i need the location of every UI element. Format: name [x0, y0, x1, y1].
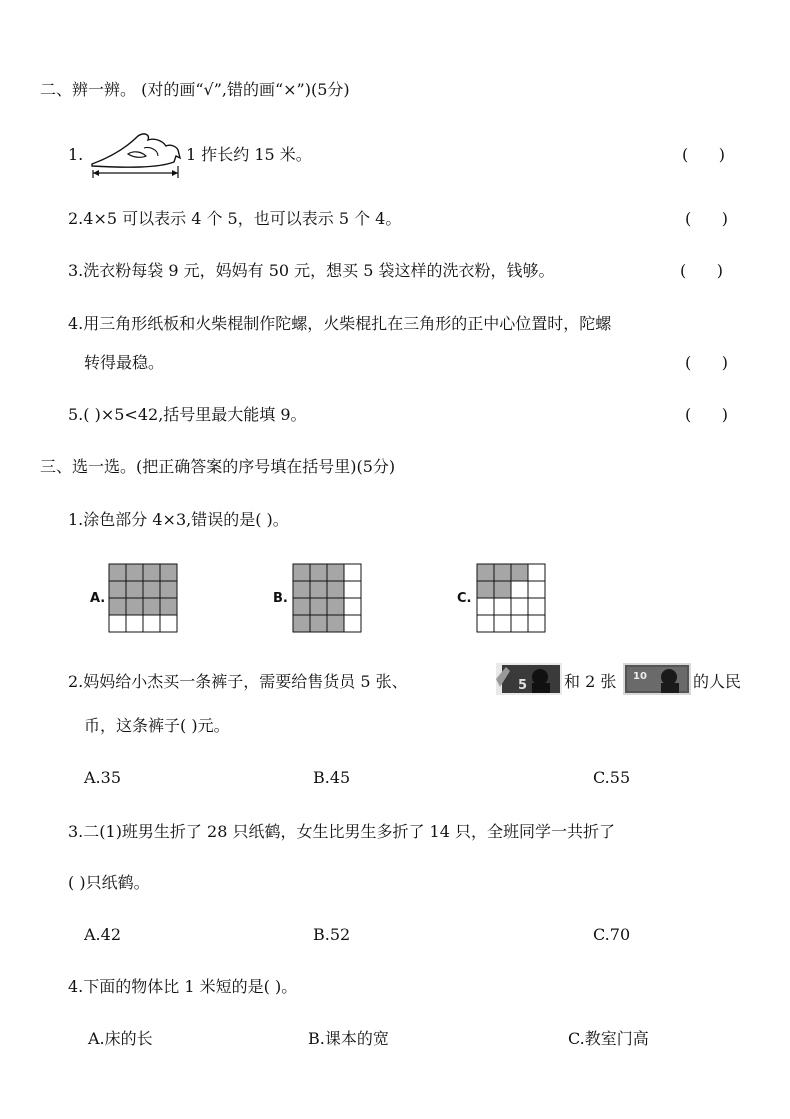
q3-text: 3.二(1)班男生折了 28 只纸鹤，女生比男生多折了 14 只，全班同学一共折了 [68, 822, 615, 841]
q2-option-c[interactable]: C.55 [593, 768, 631, 787]
item-3-answer-blank[interactable]: ( ) [680, 261, 723, 280]
grid-svg [108, 563, 178, 633]
q1-option-a-label[interactable]: A. [90, 591, 106, 606]
q2-option-b[interactable]: B.45 [313, 768, 351, 787]
q3-text-line2: ( )只纸鹤。 [68, 873, 150, 892]
blank-cell [160, 615, 177, 632]
shaded-cell [477, 564, 494, 581]
section-2-title: 二、辨一辨。 (对的画“√”,错的画“×”)(5分) [40, 80, 350, 99]
shaded-cell [293, 564, 310, 581]
shaded-cell [109, 598, 126, 615]
blank-cell [477, 598, 494, 615]
section-3-title: 三、选一选。(把正确答案的序号填在括号里)(5分) [40, 457, 396, 476]
q4-option-b[interactable]: B.课本的宽 [308, 1029, 389, 1048]
blank-cell [126, 615, 143, 632]
shaded-cell [143, 581, 160, 598]
shaded-cell [511, 564, 528, 581]
blank-cell [511, 615, 528, 632]
blank-cell [511, 581, 528, 598]
shaded-cell [310, 615, 327, 632]
ten-yuan-digit: 10 [633, 671, 647, 682]
q4-option-c[interactable]: C.教室门高 [568, 1029, 649, 1048]
blank-cell [344, 564, 361, 581]
grid-svg [292, 563, 362, 633]
ten-yuan-banknote-image [623, 663, 691, 695]
shaded-cell [327, 615, 344, 632]
blank-cell [344, 615, 361, 632]
five-yuan-digit: 5 [518, 678, 528, 693]
item-5-answer-blank[interactable]: ( ) [685, 405, 728, 424]
item-4-answer-blank[interactable]: ( ) [685, 353, 728, 372]
q2-text-part1: 2.妈妈给小杰买一条裤子，需要给售货员 5 张、 [68, 672, 408, 691]
shaded-cell [293, 598, 310, 615]
blank-cell [344, 598, 361, 615]
item-1-text: 1 拃长约 15 米。 [186, 145, 312, 164]
q3-option-c[interactable]: C.70 [593, 925, 631, 944]
blank-cell [528, 598, 545, 615]
shaded-cell [109, 564, 126, 581]
shaded-cell [109, 581, 126, 598]
q4-option-a[interactable]: A.床的长 [88, 1029, 153, 1048]
shaded-cell [310, 581, 327, 598]
q1-option-b-grid [292, 563, 362, 637]
blank-cell [109, 615, 126, 632]
shaded-cell [160, 564, 177, 581]
blank-cell [344, 581, 361, 598]
q1-option-a-grid [108, 563, 178, 637]
shaded-cell [494, 564, 511, 581]
shaded-cell [327, 564, 344, 581]
shaded-cell [126, 581, 143, 598]
blank-cell [528, 564, 545, 581]
blank-cell [528, 581, 545, 598]
q3-option-b[interactable]: B.52 [313, 925, 351, 944]
blank-cell [477, 615, 494, 632]
q3-option-a[interactable]: A.42 [84, 925, 121, 944]
shaded-cell [293, 615, 310, 632]
q2-option-a[interactable]: A.35 [84, 768, 121, 787]
q4-text: 4.下面的物体比 1 米短的是( )。 [68, 977, 298, 996]
q1-option-b-label[interactable]: B. [273, 591, 288, 606]
shaded-cell [143, 598, 160, 615]
five-yuan-banknote-image [496, 663, 562, 695]
blank-cell [494, 598, 511, 615]
shaded-cell [327, 581, 344, 598]
item-2-text: 2.4×5 可以表示 4 个 5，也可以表示 5 个 4。 [68, 209, 402, 228]
shaded-cell [477, 581, 494, 598]
shaded-cell [293, 581, 310, 598]
shaded-cell [126, 564, 143, 581]
q2-text-part3: 的人民 [693, 672, 742, 691]
shaded-cell [126, 598, 143, 615]
shaded-cell [160, 598, 177, 615]
item-5-text: 5.( )×5<42,括号里最大能填 9。 [68, 405, 307, 424]
blank-cell [511, 598, 528, 615]
q1-text: 1.涂色部分 4×3,错误的是( )。 [68, 510, 289, 529]
blank-cell [143, 615, 160, 632]
q1-option-c-grid [476, 563, 546, 637]
hand-span-icon [88, 128, 184, 180]
shaded-cell [327, 598, 344, 615]
item-1-answer-blank[interactable]: ( ) [682, 145, 725, 164]
q2-text-part2: 和 2 张 [564, 672, 617, 691]
shaded-cell [160, 581, 177, 598]
q1-option-c-label[interactable]: C. [457, 591, 472, 606]
item-1-number: 1. [68, 145, 84, 164]
q2-text-line2: 币，这条裤子( )元。 [84, 716, 230, 735]
item-4-text: 4.用三角形纸板和火柴棍制作陀螺，火柴棍扎在三角形的正中心位置时，陀螺 [68, 314, 612, 333]
item-3-text: 3.洗衣粉每袋 9 元，妈妈有 50 元，想买 5 袋这样的洗衣粉，钱够。 [68, 261, 555, 280]
item-4-text-line2: 转得最稳。 [84, 353, 165, 372]
shaded-cell [143, 564, 160, 581]
blank-cell [494, 615, 511, 632]
shaded-cell [494, 581, 511, 598]
blank-cell [528, 615, 545, 632]
shaded-cell [310, 598, 327, 615]
grid-svg [476, 563, 546, 633]
item-2-answer-blank[interactable]: ( ) [685, 209, 728, 228]
shaded-cell [310, 564, 327, 581]
